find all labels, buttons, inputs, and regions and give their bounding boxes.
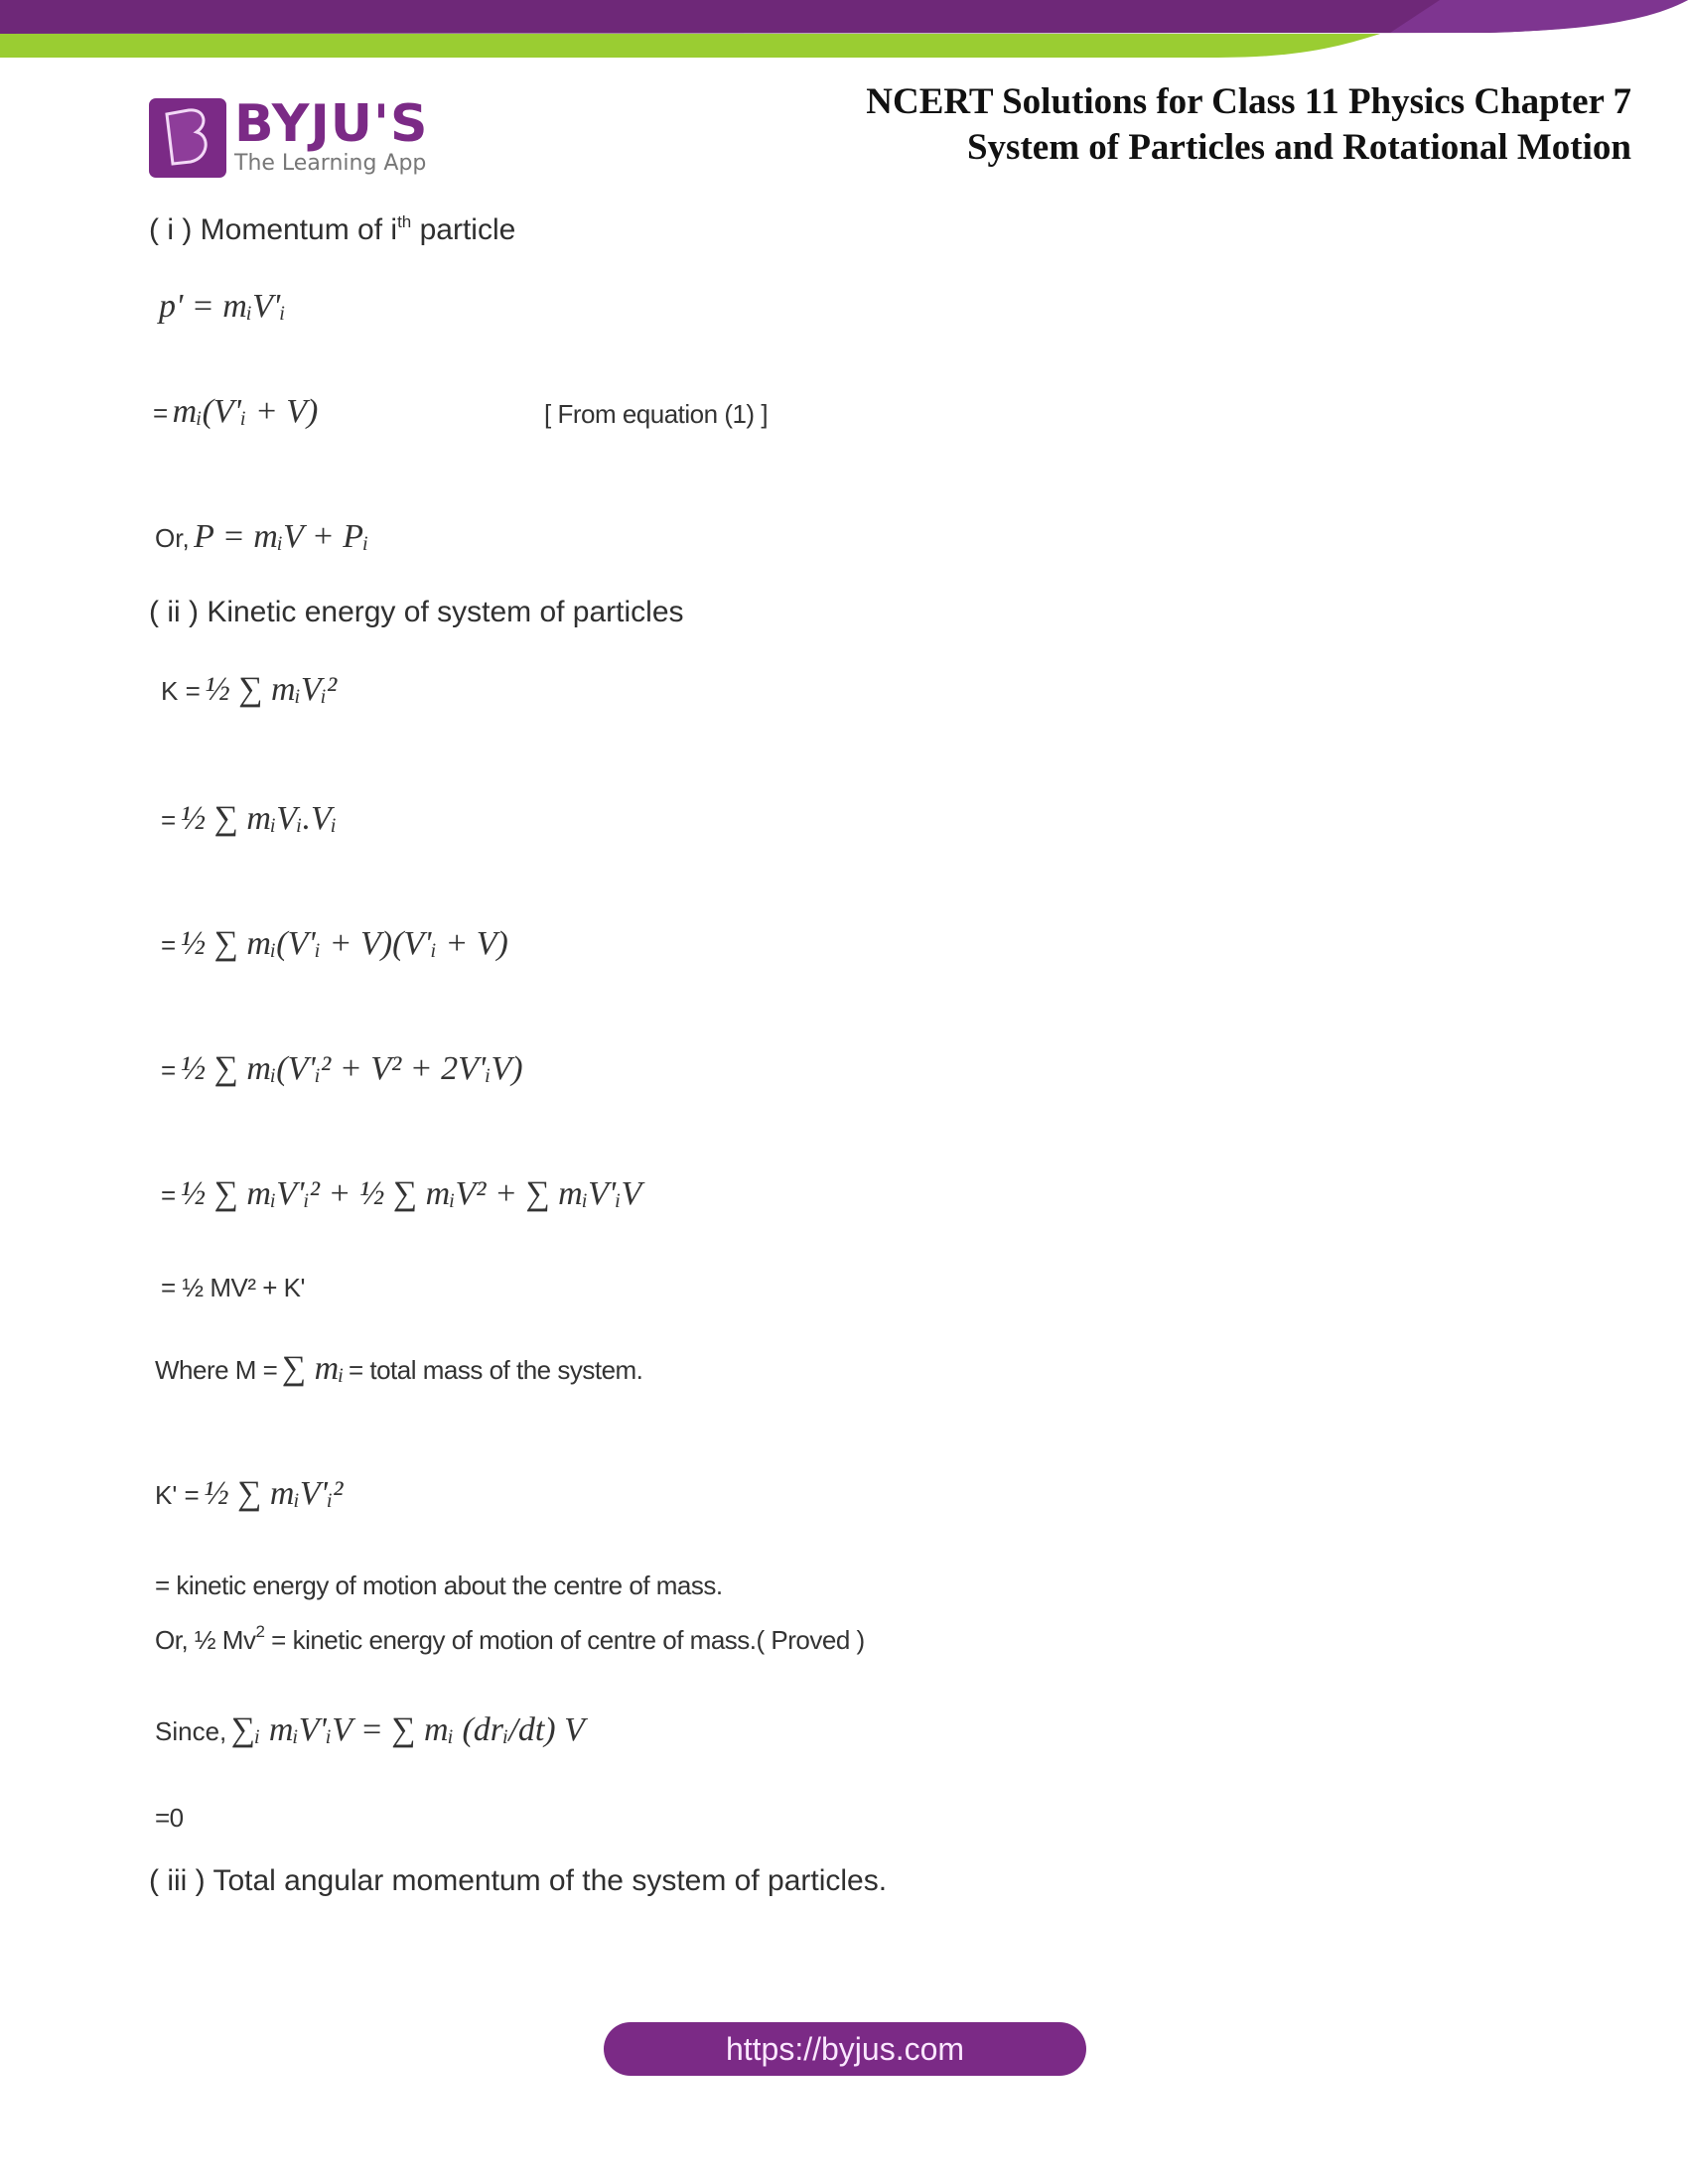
equation-zero: =0 — [155, 1803, 184, 1833]
section-heading-kinetic-energy: ( ii ) Kinetic energy of system of particles — [149, 596, 684, 628]
equation-k-prime: K' = ½ ∑ mᵢV'ᵢ² — [155, 1475, 344, 1512]
section-heading-momentum: ( i ) Momentum of $i^{th}$ particle — [149, 212, 516, 246]
equation-reference-note: [ From equation (1) ] — [544, 399, 769, 429]
equation-momentum-2: = mᵢ(V'ᵢ + V) — [153, 393, 319, 430]
equation-ke-5: = ½ ∑ mᵢV'ᵢ² + ½ ∑ mᵢV² + ∑ mᵢV'ᵢV — [161, 1175, 642, 1212]
brand-tagline: The Learning App — [234, 151, 427, 176]
k-prime-description: = kinetic energy of motion about the centre of mass. — [155, 1570, 723, 1600]
equation-ke-4: = ½ ∑ mᵢ(V'ᵢ² + V² + 2V'ᵢV) — [161, 1050, 523, 1087]
equation-since: Since, ∑ᵢ mᵢV'ᵢV = ∑ mᵢ (drᵢ/dt) V — [155, 1711, 585, 1748]
section-heading-angular-momentum: ( iii ) Total angular momentum of the system of particles. — [149, 1864, 888, 1897]
footer-url-link[interactable]: https://byjus.com — [604, 2022, 1086, 2076]
equation-ke-1: K = ½ ∑ mᵢVᵢ² — [161, 671, 338, 708]
equation-ke-6: = ½ MV² + K' — [161, 1273, 305, 1302]
equation-ke-3: = ½ ∑ mᵢ(V'ᵢ + V)(V'ᵢ + V) — [161, 925, 508, 962]
document-title — [866, 79, 1631, 171]
title-line-2: System of Particles and Rotational Motion — [966, 127, 1631, 168]
title-line-1: NCERT Solutions for Class 11 Physics Chapter 7 — [866, 81, 1631, 122]
equation-ke-2: = ½ ∑ mᵢVᵢ.Vᵢ — [161, 800, 338, 837]
header-band — [0, 0, 1688, 69]
byjus-logo — [149, 94, 429, 179]
centre-of-mass-ke-statement: Or, ½ $Mv^2$ = kinetic energy of motion of centre of mass.( Proved ) — [155, 1622, 865, 1655]
equation-momentum-1: p' = mᵢV'ᵢ — [159, 288, 286, 325]
brand-name: BYJU'S — [234, 94, 429, 154]
total-mass-definition: Where M = ∑ mᵢ = total mass of the system. — [155, 1350, 643, 1387]
equation-momentum-3: Or, P = mᵢV + Pᵢ — [155, 518, 369, 555]
byjus-b-icon — [149, 98, 226, 178]
